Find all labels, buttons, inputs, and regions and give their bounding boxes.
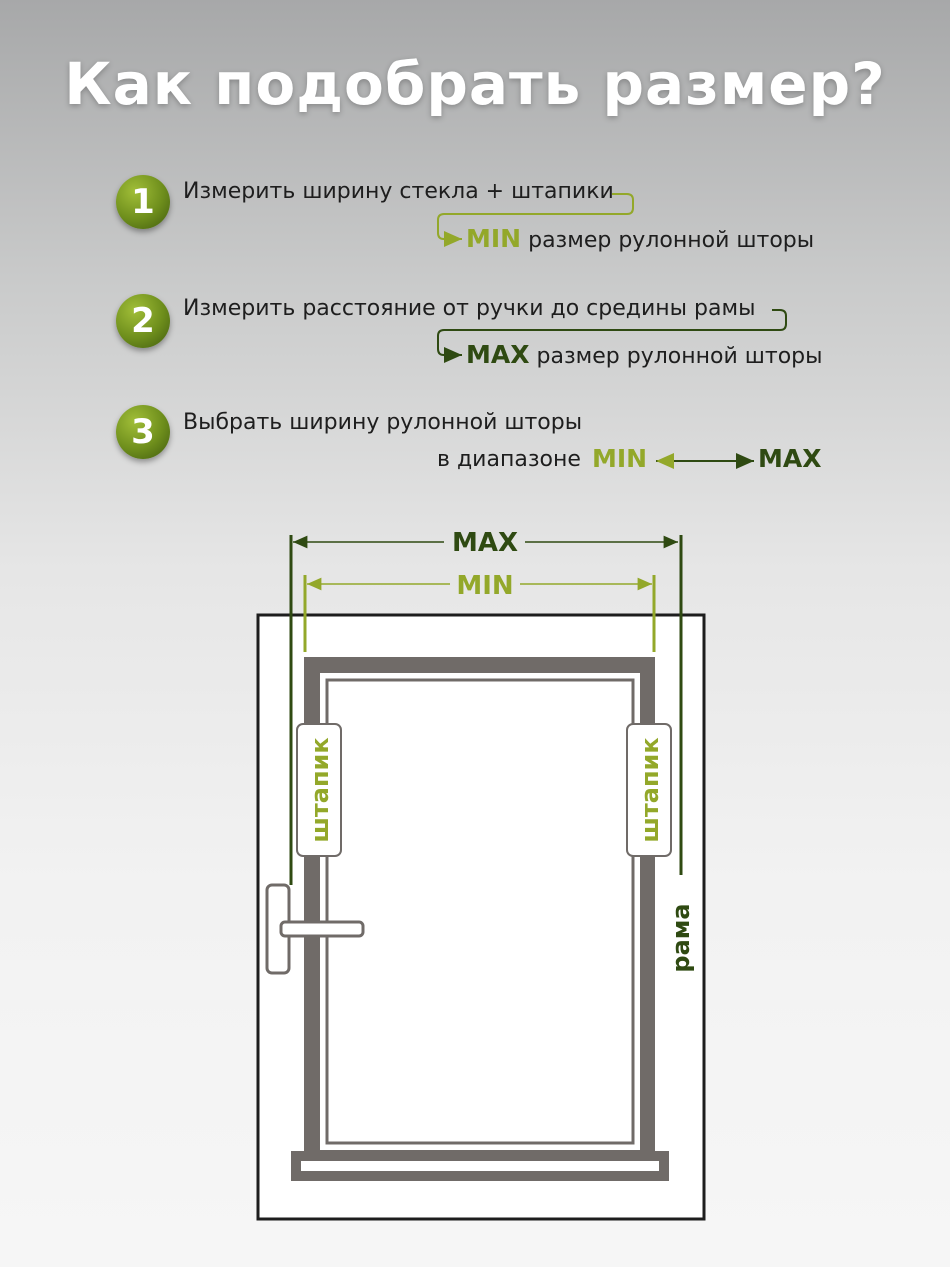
step-2-bracket (438, 310, 786, 355)
step-2-max-tag: MAX (466, 340, 530, 369)
step-2-text: Измерить расстояние от ручки до средины рамы (183, 296, 756, 321)
frame-label: рама (667, 903, 695, 973)
window-glass (327, 680, 633, 1143)
step-1-result-text: размер рулонной шторы (528, 228, 815, 253)
window-sill-inner (301, 1161, 659, 1171)
step-3-badge: 3 (116, 405, 170, 459)
step-2-result-text: размер рулонной шторы (536, 344, 823, 369)
step-1-text: Измерить ширину стекла + штапики (183, 179, 614, 204)
glazing-bead-left-label: штапик (306, 737, 334, 843)
step-3-text: Выбрать ширину рулонной шторы (183, 410, 583, 435)
glazing-bead-right-label: штапик (636, 737, 664, 843)
min-dimension-label: MIN (456, 571, 514, 601)
step-1-min-tag: MIN (466, 224, 522, 253)
step-1-badge: 1 (116, 175, 170, 229)
step-1-bracket (438, 194, 633, 239)
max-dimension-label: MAX (451, 528, 519, 558)
step-3-max-tag: MAX (758, 444, 822, 473)
handle-lever (281, 922, 363, 936)
step-3-range-text: в диапазоне (437, 447, 581, 472)
page-title: Как подобрать размер? (64, 50, 886, 118)
step-2-badge: 2 (116, 294, 170, 348)
step-3-min-tag: MIN (592, 444, 648, 473)
